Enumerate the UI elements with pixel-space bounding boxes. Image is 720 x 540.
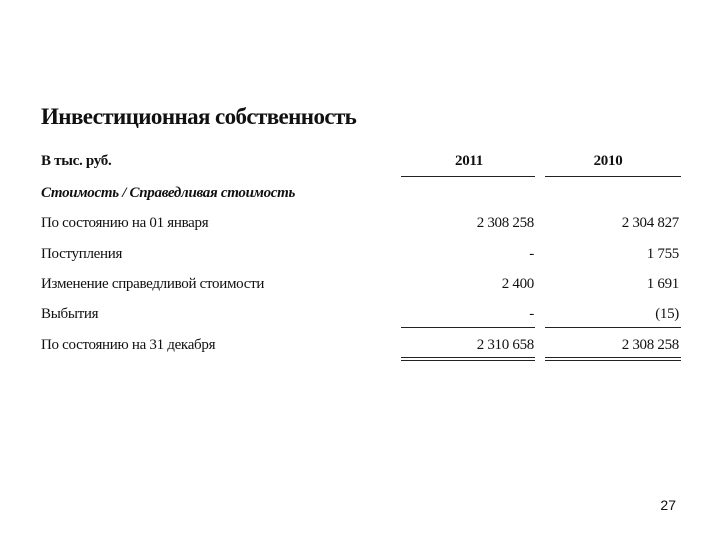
table-row <box>41 246 683 266</box>
table-row <box>41 306 683 326</box>
value-2010: 1 755 <box>646 246 679 262</box>
value-2011: 2 308 258 <box>476 215 534 231</box>
total-row <box>41 337 683 357</box>
value-2011: - <box>529 246 534 262</box>
total-double-rule-bottom-2011 <box>401 360 535 361</box>
total-label: По состоянию на 31 декабря <box>41 337 216 353</box>
total-double-rule-top-2011 <box>401 357 535 358</box>
row-label: По состоянию на 01 января <box>41 215 209 231</box>
value-2011: 2 400 <box>501 276 534 292</box>
total-double-rule-bottom-2010 <box>545 360 681 361</box>
value-2010: 1 691 <box>646 276 679 292</box>
column-header-2010: 2010 <box>593 153 623 169</box>
section-label: Стоимость / Справедливая стоимость <box>41 185 296 201</box>
row-label: Выбытия <box>41 306 99 322</box>
column-header-2011: 2011 <box>455 153 483 169</box>
table-row <box>41 276 683 296</box>
table-row <box>41 215 683 235</box>
total-value-2010: 2 308 258 <box>621 337 679 353</box>
row-label: Изменение справедливой стоимости <box>41 276 265 292</box>
header-underline-2011 <box>401 176 535 177</box>
value-2010: 2 304 827 <box>621 215 679 231</box>
table-header-row <box>41 153 683 173</box>
row-label: Поступления <box>41 246 123 262</box>
value-2010: (15) <box>655 306 679 322</box>
page-title: Инвестиционная собственность <box>41 104 357 129</box>
total-value-2011: 2 310 658 <box>476 337 534 353</box>
unit-label: В тыс. руб. <box>41 153 112 169</box>
page-number: 27 <box>660 497 676 513</box>
header-underline-2010 <box>545 176 681 177</box>
total-double-rule-top-2010 <box>545 357 681 358</box>
value-2011: - <box>529 306 534 322</box>
subtotal-rule-2011 <box>401 327 535 328</box>
section-label-row <box>41 185 683 205</box>
subtotal-rule-2010 <box>545 327 681 328</box>
